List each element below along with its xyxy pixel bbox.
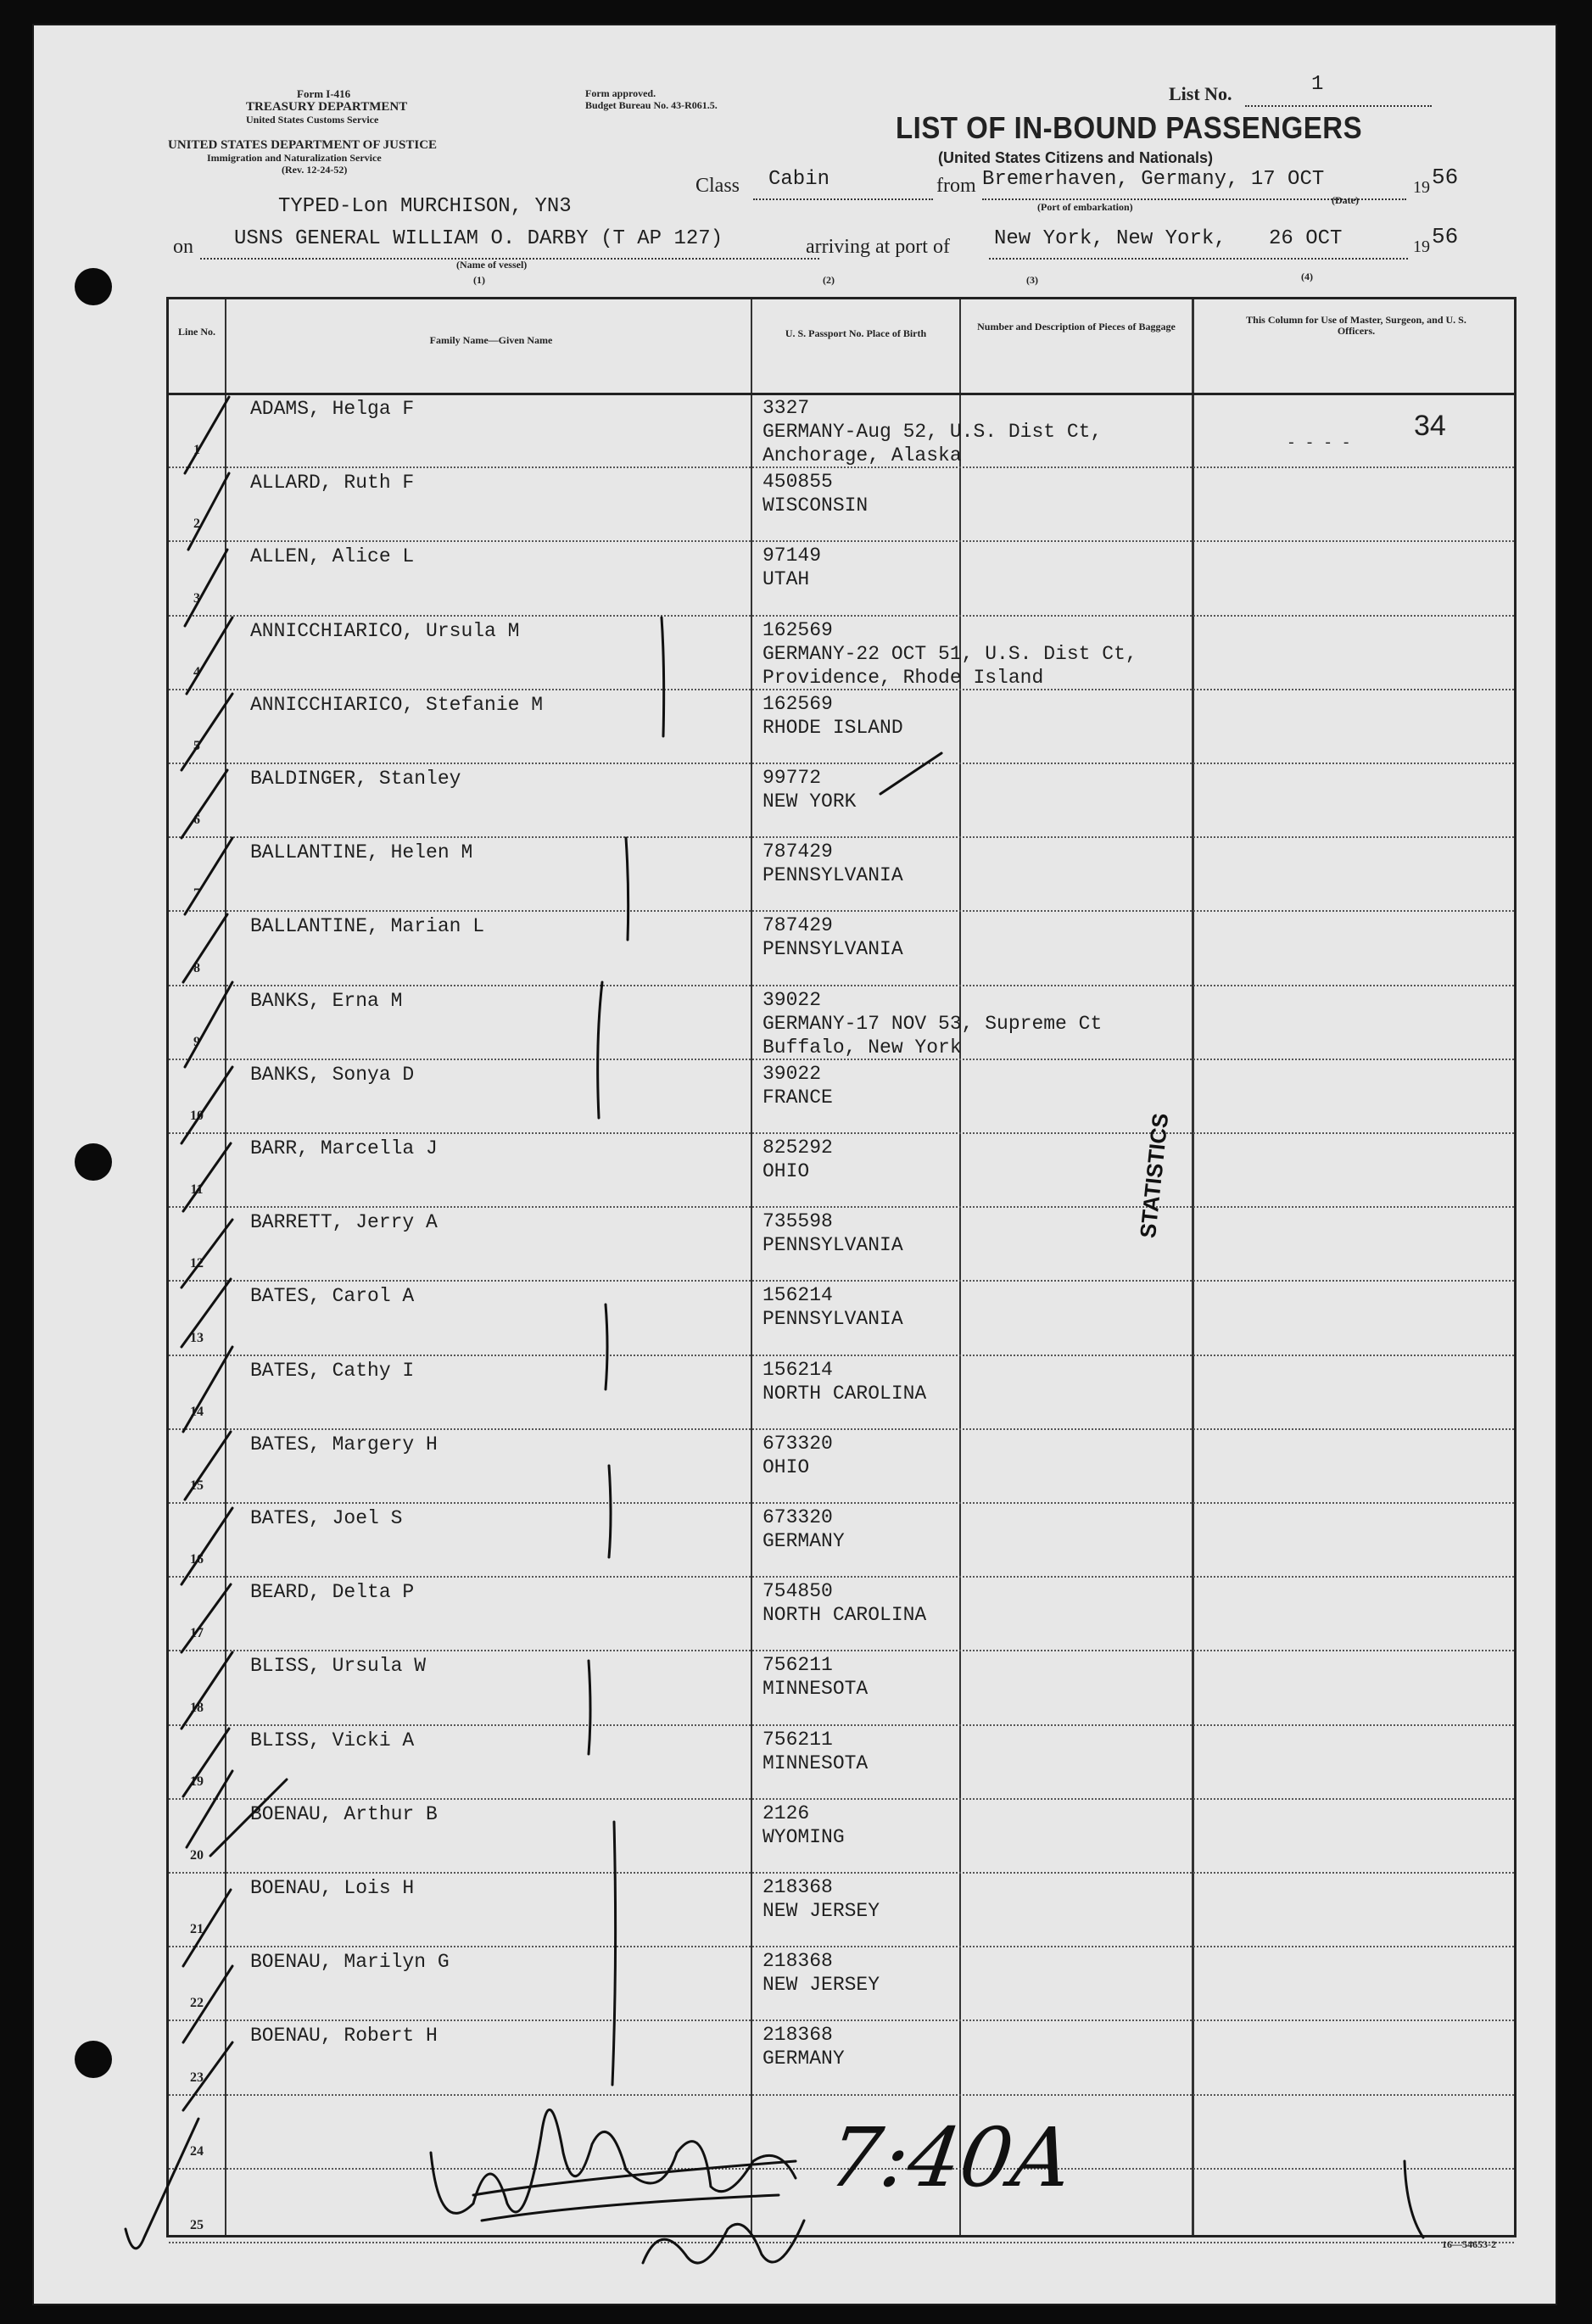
passenger-name: ADAMS, Helga F — [250, 398, 415, 420]
list-no-value: 1 — [1311, 73, 1324, 96]
page-subtitle: (United States Citizens and Nationals) — [938, 149, 1214, 166]
passport-number: 97149 — [762, 545, 822, 567]
from-value: Bremerhaven, Germany, 17 OCT — [982, 168, 1325, 191]
passenger-name: BANKS, Erna M — [250, 989, 403, 1012]
passenger-name: BATES, Margery H — [250, 1433, 438, 1455]
from-year: 56 — [1432, 165, 1459, 190]
from-label: from — [936, 175, 976, 197]
form-number: Form I-416 — [297, 87, 351, 100]
department-of-justice: UNITED STATES DEPARTMENT OF JUSTICE — [168, 138, 438, 152]
line-number: 9 — [193, 1034, 200, 1049]
passport-number: 39022 — [762, 1062, 822, 1085]
passport-number: 156214 — [762, 1358, 833, 1381]
line-number: 8 — [193, 960, 200, 975]
passenger-name: BARRETT, Jerry A — [250, 1211, 438, 1234]
arrival-port: New York, New York, — [994, 227, 1226, 250]
place-of-birth: GERMANY-Aug 52, U.S. Dist Ct, — [762, 421, 1103, 443]
vessel-name: USNS GENERAL WILLIAM O. DARBY (T AP 127) — [234, 227, 723, 250]
line-number: 12 — [190, 1256, 204, 1271]
line-number: 1 — [193, 443, 200, 458]
statistics-stamp: STATISTICS — [1135, 1111, 1174, 1240]
passport-number: 3327 — [762, 397, 810, 419]
line-number: 24 — [190, 2143, 204, 2159]
place-of-birth: NEW JERSEY — [762, 1974, 880, 1997]
passenger-name: ALLEN, Alice L — [250, 545, 415, 568]
place-of-birth-detail: Anchorage, Alaska — [762, 444, 962, 466]
line-number: 4 — [193, 664, 200, 679]
passenger-name: BLISS, Ursula W — [250, 1655, 427, 1678]
col-1-marker: (1) — [473, 274, 485, 286]
line-number: 21 — [190, 1922, 204, 1937]
place-of-birth: NEW JERSEY — [762, 1900, 880, 1922]
line-number: 23 — [190, 2070, 204, 2085]
place-of-birth: MINNESOTA — [762, 1678, 869, 1701]
passenger-name: BALLANTINE, Marian L — [250, 915, 485, 938]
line-number: 2 — [193, 517, 200, 532]
passport-number: 162569 — [762, 692, 833, 715]
passport-number: 825292 — [762, 1137, 833, 1159]
passport-number: 735598 — [762, 1210, 833, 1233]
line-number: 11 — [190, 1182, 204, 1198]
passport-number: 2126 — [762, 1802, 810, 1824]
line-number: 15 — [190, 1478, 204, 1493]
officer-note-dashes: - - - - — [1287, 435, 1351, 452]
th-line-no: Line No. — [177, 326, 215, 338]
passenger-name: BATES, Carol A — [250, 1285, 415, 1308]
line-number: 18 — [190, 1700, 204, 1715]
line-number: 13 — [190, 1330, 204, 1345]
passport-number: 756211 — [762, 1654, 833, 1677]
place-of-birth: RHODE ISLAND — [762, 716, 903, 739]
vessel-caption: (Name of vessel) — [456, 259, 528, 271]
th-officers: This Column for Use of Master, Surgeon, and U. S. Officers. — [1246, 314, 1466, 337]
line-number: 16 — [190, 1552, 204, 1567]
passenger-name: ANNICCHIARICO, Stefanie M — [250, 693, 544, 716]
passenger-name: BEARD, Delta P — [250, 1581, 415, 1604]
place-of-birth: OHIO — [762, 1160, 810, 1182]
handwritten-marks — [32, 24, 1557, 2305]
passenger-name: ALLARD, Ruth F — [250, 472, 415, 494]
date-caption: (Date) — [1332, 194, 1359, 206]
port-embarkation-caption: (Port of embarkation) — [1037, 201, 1133, 213]
line-number: 10 — [190, 1108, 204, 1123]
form-approved: Form approved. — [585, 87, 656, 99]
passenger-name: BATES, Cathy I — [250, 1359, 415, 1382]
line-number: 3 — [193, 590, 200, 606]
arriving-label: arriving at port of — [806, 236, 950, 258]
officer-note: 34 — [1414, 410, 1446, 442]
passport-number: 673320 — [762, 1432, 833, 1455]
passport-number: 673320 — [762, 1506, 833, 1528]
passport-number: 754850 — [762, 1580, 833, 1603]
line-number: 6 — [193, 813, 200, 828]
place-of-birth: GERMANY-17 NOV 53, Supreme Ct — [762, 1012, 1103, 1035]
passport-number: 787429 — [762, 914, 833, 937]
passenger-name: BANKS, Sonya D — [250, 1063, 415, 1086]
col-3-marker: (3) — [1026, 274, 1038, 286]
passenger-name: BLISS, Vicki A — [250, 1729, 415, 1751]
passport-number: 450855 — [762, 471, 833, 494]
line-number: 7 — [193, 886, 200, 902]
line-number: 22 — [190, 1996, 204, 2011]
passenger-name: BALDINGER, Stanley — [250, 768, 461, 790]
passenger-name: BOENAU, Marilyn G — [250, 1951, 450, 1974]
passport-number: 156214 — [762, 1284, 833, 1307]
line-number: 25 — [190, 2217, 204, 2232]
passport-number: 787429 — [762, 841, 833, 863]
passenger-name: ANNICCHIARICO, Ursula M — [250, 619, 520, 642]
typed-by: TYPED-Lon MURCHISON, YN3 — [278, 195, 572, 218]
handwritten-time: 7:40A — [823, 2110, 1078, 2205]
th-passport: U. S. Passport No. Place of Birth — [785, 327, 927, 339]
passenger-name: BOENAU, Arthur B — [250, 1802, 438, 1825]
place-of-birth: PENNSYLVANIA — [762, 1308, 903, 1331]
place-of-birth: MINNESOTA — [762, 1751, 869, 1774]
place-of-birth: NEW YORK — [762, 790, 857, 813]
place-of-birth: UTAH — [762, 568, 810, 591]
col-4-marker: (4) — [1301, 271, 1313, 282]
line-number: 20 — [190, 1847, 204, 1863]
passenger-name: BOENAU, Robert H — [250, 2025, 438, 2047]
list-no-label: List No. — [1169, 83, 1232, 104]
place-of-birth: GERMANY — [762, 1530, 845, 1552]
place-of-birth: WYOMING — [762, 1825, 845, 1848]
passport-number: 99772 — [762, 767, 822, 789]
place-of-birth: NORTH CAROLINA — [762, 1382, 927, 1405]
place-of-birth: GERMANY — [762, 2047, 845, 2070]
arrival-date: 26 OCT — [1269, 227, 1343, 250]
class-value: Cabin — [768, 168, 830, 191]
place-of-birth: PENNSYLVANIA — [762, 864, 903, 887]
place-of-birth: FRANCE — [762, 1086, 833, 1109]
place-of-birth-detail: Providence, Rhode Island — [762, 666, 1044, 689]
passport-number: 218368 — [762, 1876, 833, 1898]
page-title: LIST OF IN-BOUND PASSENGERS — [896, 110, 1363, 145]
line-number: 17 — [190, 1626, 204, 1641]
passport-number: 162569 — [762, 618, 833, 641]
class-label: Class — [695, 175, 740, 197]
arrival-year: 56 — [1432, 224, 1459, 249]
passenger-name: BOENAU, Lois H — [250, 1877, 415, 1899]
from-year-prefix: 19 — [1413, 178, 1430, 197]
passenger-name: BATES, Joel S — [250, 1507, 403, 1529]
footer-code: 16—54653-2 — [1442, 2238, 1496, 2250]
place-of-birth: OHIO — [762, 1455, 810, 1478]
passenger-name: BALLANTINE, Helen M — [250, 841, 473, 864]
place-of-birth-detail: Buffalo, New York — [762, 1036, 962, 1059]
th-name: Family Name—Given Name — [429, 334, 553, 346]
line-number: 19 — [190, 1774, 204, 1789]
passport-number: 756211 — [762, 1728, 833, 1751]
place-of-birth: GERMANY-22 OCT 51, U.S. Dist Ct, — [762, 642, 1137, 665]
place-of-birth: NORTH CAROLINA — [762, 1604, 927, 1627]
passenger-name: BARR, Marcella J — [250, 1137, 438, 1159]
col-2-marker: (2) — [823, 274, 835, 286]
document-page — [32, 24, 1557, 2305]
line-number: 5 — [193, 738, 200, 753]
budget-bureau: Budget Bureau No. 43-R061.5. — [585, 99, 718, 111]
arrival-year-prefix: 19 — [1413, 237, 1430, 256]
passport-number: 39022 — [762, 988, 822, 1011]
passport-number: 218368 — [762, 2024, 833, 2047]
treasury-department: TREASURY DEPARTMENT — [246, 100, 408, 114]
place-of-birth: PENNSYLVANIA — [762, 1234, 903, 1257]
immigration-service: Immigration and Naturalization Service — [207, 152, 382, 164]
line-number: 14 — [190, 1404, 204, 1419]
th-baggage: Number and Description of Pieces of Baggage — [977, 321, 1176, 332]
passport-number: 218368 — [762, 1950, 833, 1973]
on-label: on — [173, 236, 193, 258]
revision-date: (Rev. 12-24-52) — [282, 164, 348, 176]
customs-service: United States Customs Service — [246, 114, 379, 126]
place-of-birth: PENNSYLVANIA — [762, 938, 903, 961]
place-of-birth: WISCONSIN — [762, 494, 869, 517]
